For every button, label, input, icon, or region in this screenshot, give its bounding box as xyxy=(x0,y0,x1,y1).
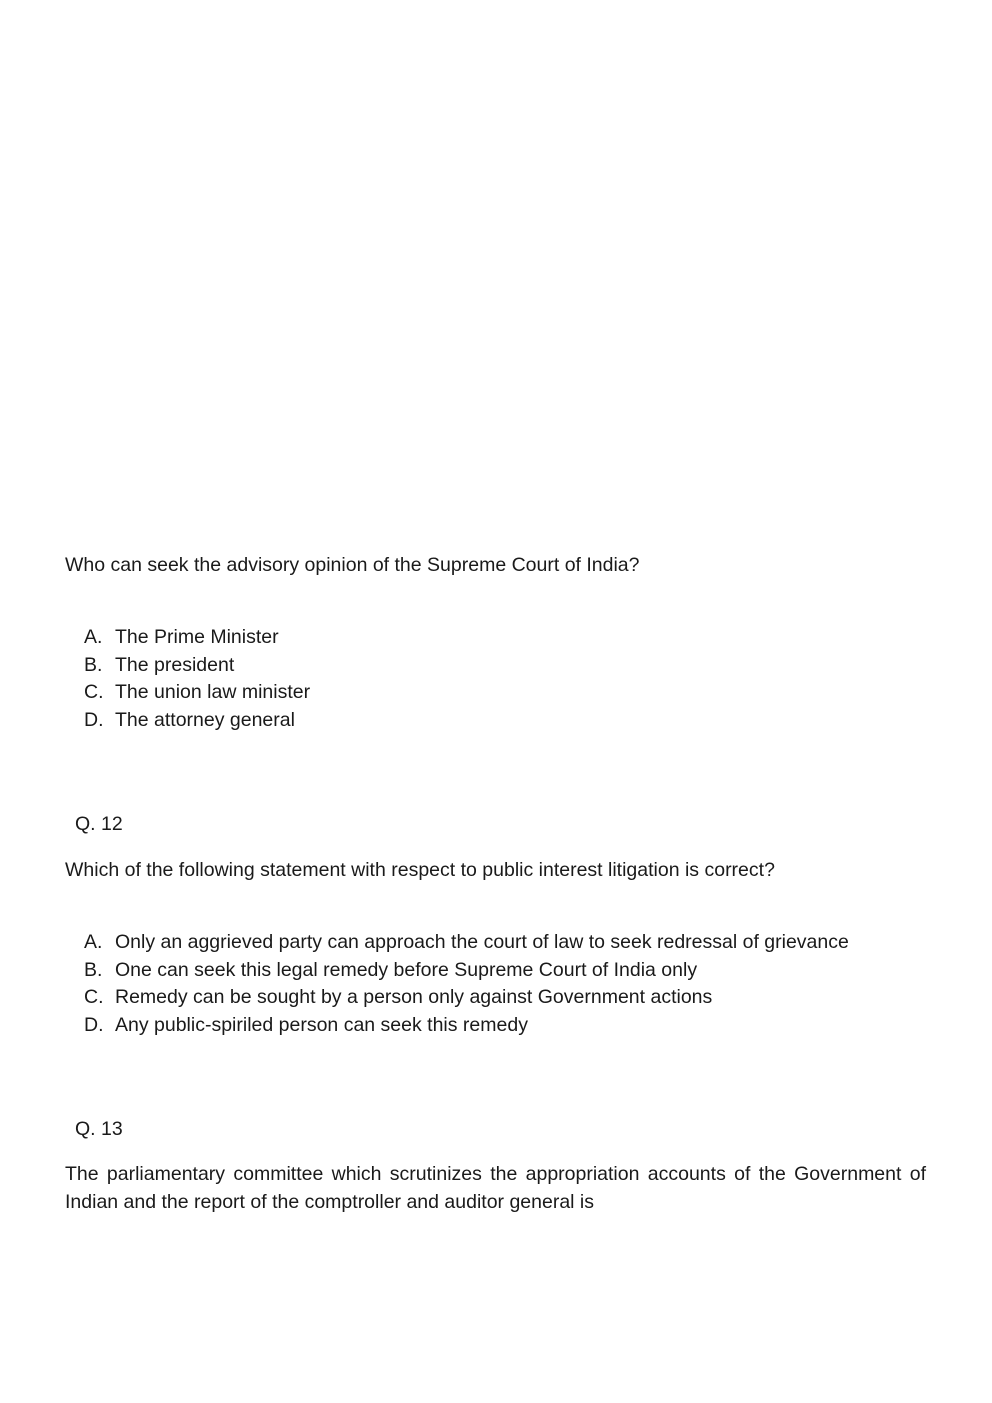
question-13-text: The parliamentary committee which scrutinizes the appropriation accounts of the Government of Indian and the report of the comptroller and auditor general is xyxy=(65,1163,926,1213)
option-b xyxy=(84,958,697,982)
option-text: The attorney general xyxy=(115,709,295,731)
option-letter: C. xyxy=(84,681,104,703)
option-b xyxy=(84,653,234,677)
option-text: The union law minister xyxy=(115,681,311,703)
option-text: The president xyxy=(115,654,235,676)
option-text: Any public-spiriled person can seek this remedy xyxy=(115,1014,528,1036)
option-letter: A. xyxy=(84,931,103,953)
option-c xyxy=(84,680,310,704)
option-letter: D. xyxy=(84,709,104,731)
option-text: Remedy can be sought by a person only against Government actions xyxy=(115,986,713,1008)
question-13-number: Q. 13 xyxy=(75,1118,123,1140)
question-12-number: Q. 12 xyxy=(75,813,123,835)
question-12-text: Which of the following statement with respect to public interest litigation is correct? xyxy=(65,859,775,881)
option-a xyxy=(84,625,279,649)
option-c xyxy=(84,985,712,1009)
option-a xyxy=(84,930,849,954)
option-letter: B. xyxy=(84,959,103,981)
option-text: The Prime Minister xyxy=(115,626,279,648)
option-letter: B. xyxy=(84,654,103,676)
option-d xyxy=(84,1013,528,1037)
question-11-text: Who can seek the advisory opinion of the Supreme Court of India? xyxy=(65,554,640,576)
option-text: Only an aggrieved party can approach the court of law to seek redressal of grievance xyxy=(115,931,849,953)
option-letter: A. xyxy=(84,626,103,648)
option-text: One can seek this legal remedy before Supreme Court of India only xyxy=(115,959,698,981)
option-letter: D. xyxy=(84,1014,104,1036)
option-letter: C. xyxy=(84,986,104,1008)
option-d xyxy=(84,708,295,732)
